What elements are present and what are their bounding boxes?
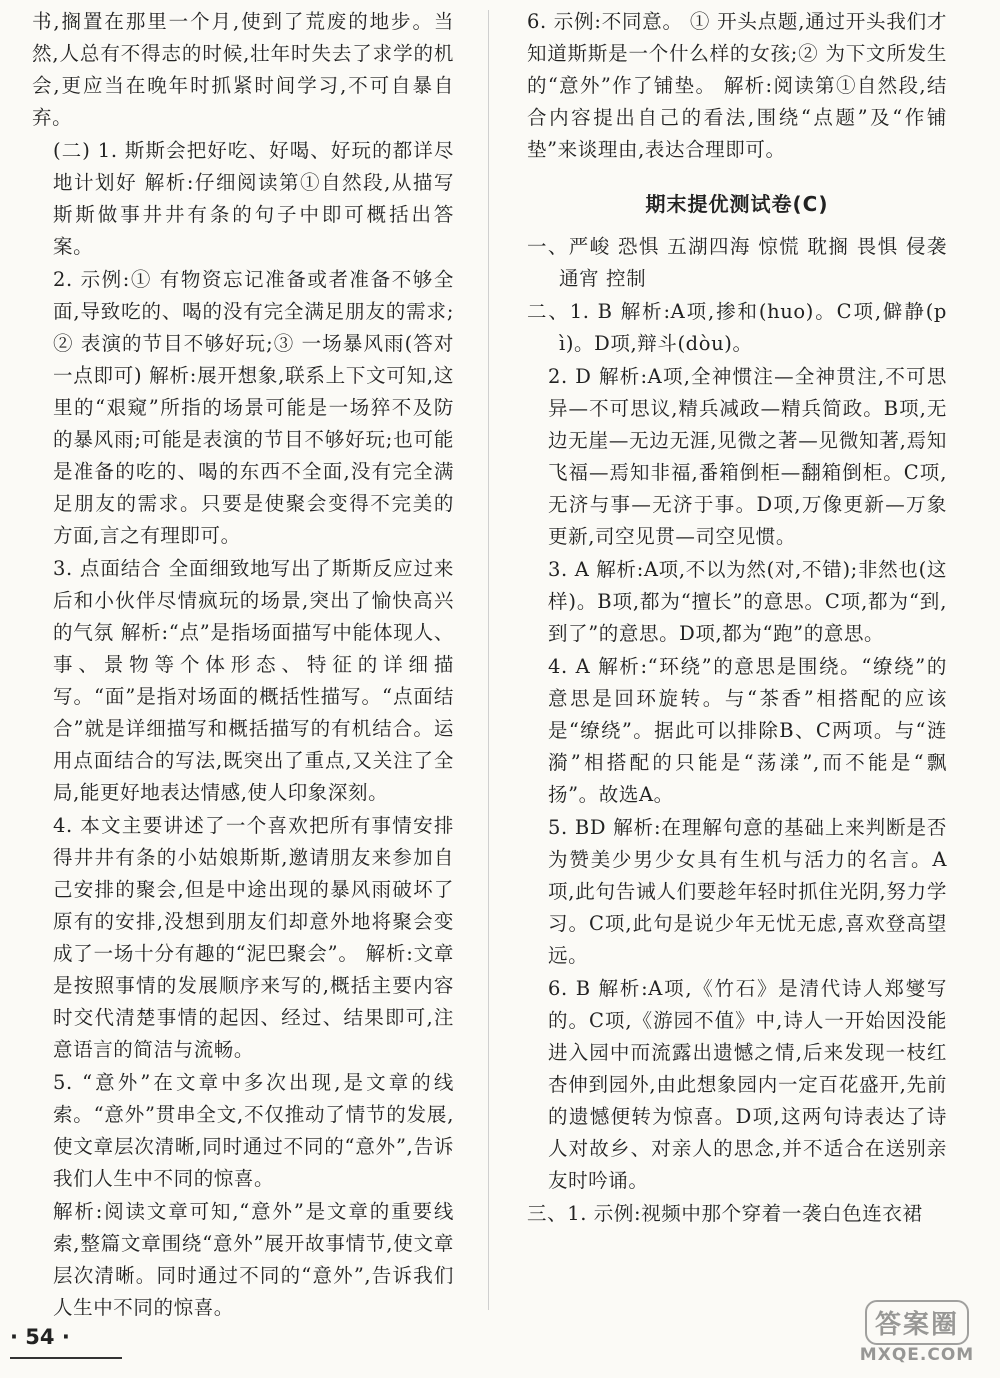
- page-number: · 54 ·: [10, 1325, 70, 1349]
- answer-paragraph: 5. “意外”在文章中多次出现,是文章的线索。“意外”贯串全文,不仅推动了情节的发展,使文章层次清晰,同时通过不同的“意外”,告诉我们人生中不同的惊喜。: [53, 1071, 454, 1190]
- answer-paragraph: 4. A 解析:“环绕”的意思是围绕。“缭绕”的意思是回环旋转。与“茶香”相搭配的应该是“缭绕”。据此可以排除B、C两项。与“涟漪”相搭配的只能是“荡漾”,而不能是“飘扬”。故选A。: [548, 655, 947, 806]
- watermark-site: MXQE.COM: [859, 1345, 975, 1365]
- watermark-badge: 答案圈: [865, 1300, 969, 1345]
- answer-paragraph: 5. BD 解析:在理解句意的基础上来判断是否为赞美少男少女具有生机与活力的名言。A项,此句告诫人们要趁年轻时抓住光阴,努力学习。C项,此句是说少年无忧无虑,喜欢登高望远。: [548, 816, 947, 967]
- answer-paragraph: 2. D 解析:A项,全神惯注—全神贯注,不可思异—不可思议,精兵减政—精兵简政。B项,无边无崖—无边无涯,见微之著—见微知著,焉知飞福—焉知非福,番箱倒柜—翻箱倒柜。C项,无济与事—无济于事。D项,万像更新—万象更新,司空见贯—司空见惯。: [548, 365, 947, 548]
- footer-rule: [10, 1357, 122, 1359]
- answer-paragraph: 6. B 解析:A项,《竹石》是清代诗人郑燮写的。C项,《游园不值》中,诗人一开始因没能进入园中而流露出遗憾之情,后来发现一枝红杏伸到园外,由此想象园内一定百花盛开,先前的遗憾便转为惊喜。D项,这两句诗表达了诗人对故乡、对亲人的思念,并不适合在送别亲友时吟诵。: [548, 977, 947, 1192]
- left-column: [32, 6, 454, 1325]
- answer-paragraph: 6. 示例:不同意。 ① 开头点题,通过开头我们才知道斯斯是一个什么样的女孩;② 为下文所发生的“意外”作了铺垫。 解析:阅读第①自然段,结合内容提出自己的看法,围绕“点题”及“作铺垫”来谈理由,表达合理即可。: [527, 10, 947, 161]
- answer-paragraph: 3. 点面结合 全面细致地写出了斯斯反应过来后和小伙伴尽情疯玩的场景,突出了愉快高兴的气氛 解析:“点”是指场面描写中能体现人、事、景物等个体形态、特征的详细描写。“面”是指对场面的概括性描写。“点面结合”就是详细描写和概括描写的有机结合。运用点面结合的写法,既突出了重点,又关注了全局,能更好地表达情感,使人印象深刻。: [53, 557, 454, 804]
- right-column: [527, 6, 954, 1231]
- answer-paragraph: 二、1. B 解析:A项,掺和(huo)。C项,僻静(pì)。D项,辩斗(dòu)。: [527, 300, 947, 355]
- answer-paragraph: 解析:阅读文章可知,“意外”是文章的重要线索,整篇文章围绕“意外”展开故事情节,使文章层次清晰。同时通过不同的“意外”,告诉我们人生中不同的惊喜。: [53, 1200, 454, 1319]
- answer-paragraph: 4. 本文主要讲述了一个喜欢把所有事情安排得井井有条的小姑娘斯斯,邀请朋友来参加自己安排的聚会,但是中途出现的暴风雨破坏了原有的安排,没想到朋友们却意外地将聚会变成了一场十分有趣的“泥巴聚会”。 解析:文章是按照事情的发展顺序来写的,概括主要内容时交代清楚事情的起因、经过、结果即可,注意语言的简洁与流畅。: [53, 814, 454, 1061]
- answer-paragraph: 2. 示例:① 有物资忘记准备或者准备不够全面,导致吃的、喝的没有完全满足朋友的需求;② 表演的节目不够好玩;③ 一场暴风雨(答对一点即可) 解析:展开想象,联系上下文可知,这里的“艰窥”所指的场景可能是一场猝不及防的暴风雨;可能是表演的节目不够好玩;也可能是准备的吃的、喝的东西不全面,没有完全满足朋友的需求。只要是使聚会变得不完美的方面,言之有理即可。: [53, 268, 454, 547]
- watermark-logo: [842, 1300, 992, 1372]
- answer-paragraph: 书,搁置在那里一个月,使到了荒废的地步。当然,人总有不得志的时候,壮年时失去了求学的机会,更应当在晚年时抓紧时间学习,不可自暴自弃。: [32, 10, 454, 129]
- answer-paragraph: 一、严峻 恐惧 五湖四海 惊慌 耽搁 畏惧 侵袭 通宵 控制: [527, 235, 954, 290]
- section-title: 期末提优测试卷(C): [645, 192, 829, 216]
- column-divider: [488, 10, 489, 1310]
- answer-paragraph: 3. A 解析:A项,不以为然(对,不错);非然也(这样)。B项,都为“擅长”的意思。C项,都为“到,到了”的意思。D项,都为“跑”的意思。: [548, 558, 947, 645]
- answer-paragraph: 三、1. 示例:视频中那个穿着一袭白色连衣裙: [527, 1202, 923, 1225]
- answer-paragraph: (二) 1. 斯斯会把好吃、好喝、好玩的都详尽地计划好 解析:仔细阅读第①自然段,从描写斯斯做事井井有条的句子中即可概括出答案。: [53, 139, 454, 258]
